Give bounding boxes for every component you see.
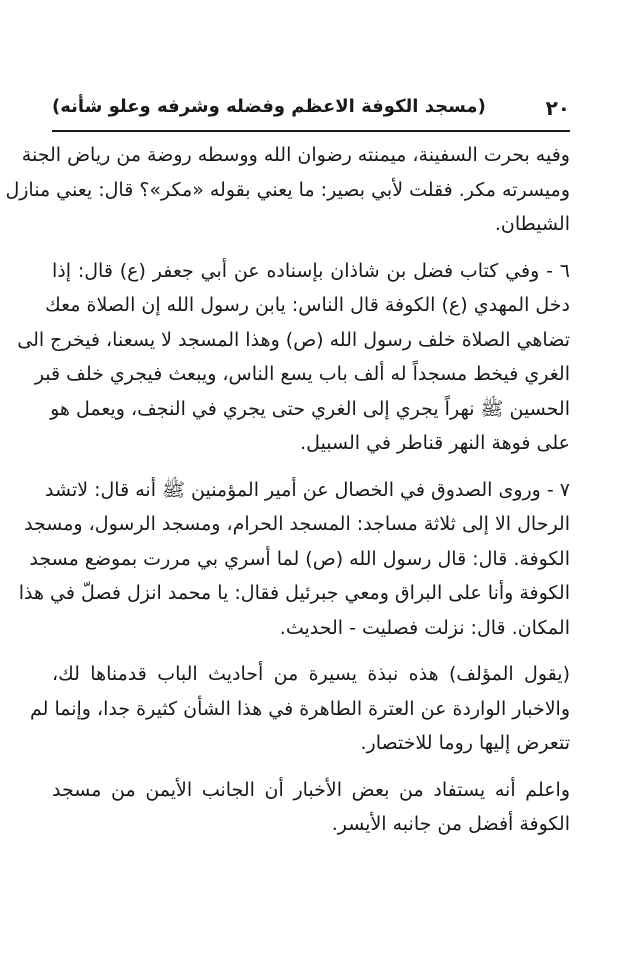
text-line: (يقول المؤلف) هذه نبذة يسيرة من أحاديث الباب قدمناها لك،	[52, 663, 570, 685]
paragraph-4	[29, 657, 570, 761]
page-body	[5, 138, 570, 854]
text-line: وميسرته مكر. فقلت لأبي بصير: ما يعني بقوله «مكر»؟ قال: يعني منازل	[5, 178, 570, 201]
paragraph-5	[52, 773, 570, 842]
text-line: المكان. قال: نزلت فصليت - الحديث.	[279, 616, 570, 639]
running-title: (مسجد الكوفة الاعظم وفضله وشرفه وعلو شأنه)	[52, 96, 486, 117]
text-line: وفيه بحرت السفينة، ميمنته رضوان الله ووسطه روضة من رياض الجنة	[21, 144, 570, 166]
page-number: ٢٠	[545, 96, 570, 120]
page-header	[52, 92, 570, 126]
text-line: الكوفة وأنا على البراق ومعي جبرئيل فقال: يا محمد انزل فصلّ في هذا	[18, 582, 570, 604]
text-line: الكوفة أفضل من جانبه الأيسر.	[331, 813, 570, 835]
text-line: ٦ - وفي كتاب فضل بن شاذان بإسناده عن أبي جعفر (ع) قال: إذا	[52, 259, 570, 282]
text-line: والاخبار الواردة عن العترة الطاهرة في هذا الشأن كثيرة جدا، وإنما لم	[29, 697, 570, 720]
text-line: الرحال الا إلى ثلاثة مساجد: المسجد الحرام، ومسجد الرسول، ومسجد	[24, 513, 570, 535]
text-line: ٧ - وروى الصدوق في الخصال عن أمير المؤمنين ﷺ أنه قال: لاتشد	[45, 478, 570, 501]
text-line: دخل المهدي (ع) الكوفة قال الناس: يابن رسول الله إن الصلاة معك	[45, 294, 570, 316]
paragraph-1	[5, 138, 570, 242]
text-line: الشيطان.	[494, 213, 570, 235]
text-line: واعلم أنه يستفاد من بعض الأخبار أن الجانب الأيمن من مسجد	[52, 778, 570, 801]
text-line: على فوهة النهر قناطر في السبيل.	[300, 432, 570, 454]
paragraph-2	[17, 254, 570, 461]
text-line: الغري فيخط مسجداً له ألف باب يسع الناس، ويبعث فيجري خلف قبر	[34, 363, 570, 385]
header-rule	[52, 130, 570, 132]
paragraph-3	[18, 473, 570, 646]
text-line: الكوفة. قال: قال رسول الله (ص) لما أسري بي مررت بموضع مسجد	[29, 547, 570, 570]
text-line: تتعرض إليها روما للاختصار.	[360, 732, 570, 754]
text-line: الحسين ﷺ نهراً يجري إلى الغري حتى يجري في النجف، ويعمل هو	[50, 397, 570, 420]
text-line: تضاهي الصلاة خلف رسول الله (ص) وهذا المسجد لا يسعنا، فيخرج الى	[17, 328, 570, 351]
